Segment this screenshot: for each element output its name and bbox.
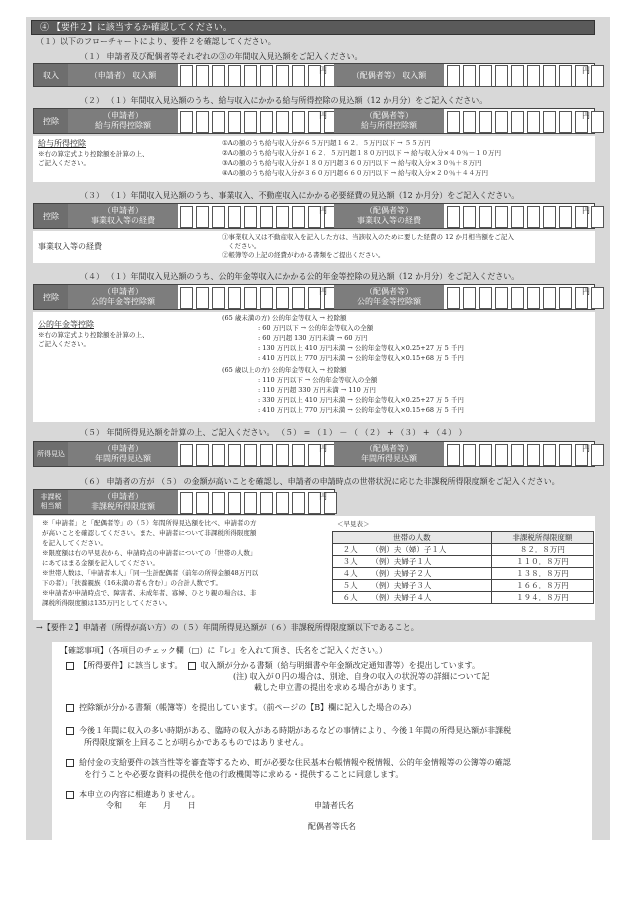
spouse-expense-label: （配偶者等） 事業収入等の経費 <box>334 204 444 228</box>
pension-under65-rule: : 60 万円以下 → 公的年金等収入の全額 <box>258 324 374 332</box>
applicant-income-field[interactable] <box>180 65 337 87</box>
spouse-estimate-label: （配偶者等） 年間所得見込額 <box>334 442 444 466</box>
note-line: ※申請者が申請時点で、障害者、未成年者、寡婦、ひとり親の場合は、非 <box>42 589 257 597</box>
yen-unit: 円 <box>582 111 590 120</box>
deduction-label: 控除 <box>34 204 68 228</box>
date-field[interactable]: 令和 年 月 日 <box>106 801 196 810</box>
nontax-label: 非課税 相当額 <box>34 490 68 514</box>
applicant-salary-deduction-label: （申請者） 給与所得控除額 <box>68 109 178 133</box>
s3-title: （３） （１）年間収入見込額のうち、事業収入、不動産収入にかかる必要経費の見込額（12 か月分）をご記入ください。 <box>80 191 520 200</box>
income-label: 収入 <box>34 64 68 86</box>
quick-table-cell: ３人 <box>333 556 368 568</box>
pension-under65-rule: : 410 万円以上 770 万円未満 → 公的年金等収入×0.15+68 万 5 千円 <box>258 354 464 362</box>
yen-unit: 円 <box>319 444 327 453</box>
applicant-expense-label: （申請者） 事業収入等の経費 <box>68 204 178 228</box>
s4-title: （４） （１）年間収入見込額のうち、公的年金等収入にかかる公的年金等控除の見込額（12 か月分）をご記入ください。 <box>80 272 520 281</box>
s5-title: （５） 年間所得見込額を計算の上、ご記入ください。 （５） = （１） － （ （２） + （３） + （４） ） <box>80 428 467 437</box>
pension-over65-title: (65 歳以上の方) 公的年金等収入 → 控除額 <box>222 366 347 374</box>
spouse-pension-label: （配偶者等） 公的年金等控除額 <box>334 285 444 309</box>
quick-table-header: 世帯の人数 <box>333 532 492 544</box>
note-line: を記入してください。 <box>42 539 107 547</box>
conclusion: →【要件２】申請者（所得が高い方）の（５）年間所得見込額が（６）非課税所得限度額以下であること。 <box>36 623 419 632</box>
pension-note-title: 公的年金等控除 <box>38 320 94 329</box>
s6-title: （６） 申請者の方が （５） の金額が高いことを確認し、申請者の申請時点の世帯状況に応じた非課税所得限度額をご記入ください。 <box>80 477 560 486</box>
quick-table-cell: １９４．８万円 <box>491 592 593 604</box>
note-line: にあてはまる金額を記入してください。 <box>42 559 159 567</box>
quick-table-cell: １１０．８万円 <box>491 556 593 568</box>
expense-note: ②帳簿等の上記の経費がわかる書類をご提出ください。 <box>222 251 385 259</box>
applicant-nontax-label: （申請者） 非課税所得限度額 <box>68 490 178 514</box>
applicant-nontax-field[interactable] <box>180 492 337 514</box>
spouse-salary-deduction-field[interactable] <box>447 111 604 133</box>
note-line: ※限度額は右の早見表から、申請時点の申請者についての「世帯の人数」 <box>42 549 257 557</box>
quick-table <box>332 531 594 604</box>
pension-under65-rule: : 60 万円超 130 万円未満 → 60 万円 <box>258 334 368 342</box>
expense-note: ①事業収入又は不動産収入を記入した方は、当該収入のために要した経費の 12 か月相当額をご記入 <box>222 233 514 241</box>
income-estimate-row <box>33 441 595 467</box>
applicant-estimate-field[interactable] <box>180 444 337 466</box>
quick-table-cell: １６６．８万円 <box>491 580 593 592</box>
applicant-expense-field[interactable] <box>180 206 337 228</box>
confirm-item-income: 【所得要件】に該当します。 収入額が分かる書類（給与明細書や年金額改定通知書等）を提出しています。 <box>66 661 480 671</box>
quick-table-cell: （例）夫（婦）子１人 <box>367 544 491 556</box>
pension-over65-rule: : 110 万円以下 → 公的年金等収入の全額 <box>258 376 378 384</box>
deduction-label: 控除 <box>34 109 68 133</box>
section-header: ④ 【要件２】に該当するか確認してください。 <box>31 20 595 35</box>
confirm-item-consent: 給付金の支給要件の該当性等を審査等するため、町が必要な住民基本台帳情報や税情報、公的年金情報等の公簿等の確認 <box>66 758 511 768</box>
nontax-limit-row <box>33 489 335 515</box>
expense-note: ください。 <box>228 242 261 250</box>
yen-unit: 円 <box>319 111 327 120</box>
yen-unit: 円 <box>582 206 590 215</box>
yen-unit: 円 <box>319 66 327 75</box>
salary-formula-4: ④Aの額のうち給与収入分が３６０万円超６６０万円以下 → 給与収入分×２０％＋４４万円 <box>222 169 489 177</box>
checkbox[interactable] <box>66 662 74 670</box>
expense-note-title: 事業収入等の経費 <box>38 242 102 251</box>
quick-table-row <box>333 580 594 592</box>
quick-table-cell: （例）夫婦子２人 <box>367 568 491 580</box>
salary-formula-1: ①Aの額のうち給与収入分が６５万円超１６２．５万円以下 → ５５万円 <box>222 139 431 147</box>
quick-table-cell: １３８．８万円 <box>491 568 593 580</box>
business-expense-row <box>33 203 595 229</box>
pension-under65-rule: : 130 万円以上 410 万円未満 → 公的年金等収入×0.25+27 万 5 千円 <box>258 344 464 352</box>
salary-formula-2: ②Aの額のうち給与収入分が１６２．５万円超１８０万円以下 → 給与収入分×４０％－１０万円 <box>222 149 502 157</box>
quick-table-header: 非課税所得限度額 <box>491 532 593 544</box>
salary-deduction-row <box>33 108 595 134</box>
pension-note: ※右の算定式より控除額を計算の上、 <box>38 331 149 339</box>
note-line: 下の者）」「扶養親族（16未満の者も含む）」の合計人数です。 <box>42 579 223 587</box>
intro-text: （１）以下のフローチャートにより、要件２を確認してください。 <box>36 37 276 46</box>
checkbox[interactable] <box>66 704 74 712</box>
quick-table-cell: ４人 <box>333 568 368 580</box>
quick-table-cell: （例）夫婦子１人 <box>367 556 491 568</box>
pension-under65-title: (65 歳未満の方) 公的年金等収入 → 控除額 <box>222 314 347 322</box>
quick-table-row <box>333 544 594 556</box>
yen-unit: 円 <box>582 444 590 453</box>
quick-table-cell: ２人 <box>333 544 368 556</box>
quick-table-cell: ６人 <box>333 592 368 604</box>
salary-note: ご記入ください。 <box>38 159 90 167</box>
confirm-item-deduction: 控除額が分かる書類（帳簿等）を提出しています。（前ページの【B】欄に記入した場合のみ） <box>66 703 416 713</box>
deduction-label: 控除 <box>34 285 68 309</box>
confirm-item-estimate: 今後１年間に収入の多い時期がある、臨時の収入がある時期があるなどの事情により、今後１年間の所得見込額が非課税 <box>66 726 511 736</box>
note-line: が高いことを確認してください。また、申請者について非課税所得限度額 <box>42 529 257 537</box>
yen-unit: 円 <box>319 287 327 296</box>
yen-unit: 円 <box>319 492 327 501</box>
yen-unit: 円 <box>319 206 327 215</box>
checkbox[interactable] <box>66 791 74 799</box>
quick-table-row <box>333 568 594 580</box>
income-estimate-label: 所得見込 <box>34 442 68 466</box>
spouse-income-field[interactable] <box>447 65 604 87</box>
quick-table-cell: ５人 <box>333 580 368 592</box>
checkbox[interactable] <box>66 759 74 767</box>
confirm-text: を行うことや必要な資料の提供を他の行政機関等に求める・提供することに同意します。 <box>84 770 404 779</box>
pension-deduction-row <box>33 284 595 310</box>
income-row <box>33 63 595 87</box>
applicant-estimate-label: （申請者） 年間所得見込額 <box>68 442 178 466</box>
applicant-income-label: （申請者） 収入額 <box>68 64 178 86</box>
spouse-pension-field[interactable] <box>447 287 604 309</box>
applicant-pension-field[interactable] <box>180 287 337 309</box>
quick-table-row <box>333 556 594 568</box>
spouse-salary-deduction-label: （配偶者等） 給与所得控除額 <box>334 109 444 133</box>
checkbox[interactable] <box>188 662 196 670</box>
spouse-income-label: （配偶者等） 収入額 <box>334 64 444 86</box>
applicant-pension-label: （申請者） 公的年金等控除額 <box>68 285 178 309</box>
applicant-name-field[interactable]: 申請者氏名 <box>314 801 354 810</box>
spouse-name-field[interactable]: 配偶者等氏名 <box>308 822 356 831</box>
pension-over65-rule: : 110 万円超 330 万円未満 → 110 万円 <box>258 386 376 394</box>
yen-unit: 円 <box>582 287 590 296</box>
note-line: ※「申請者」と「配偶者等」の（５）年間所得見込額を比べ、申請者の方 <box>42 519 257 527</box>
confirm-note: (注) 収入が０円の場合は、別途、自身の収入の状況等の詳細について記 <box>233 672 490 681</box>
quick-table-title: ＜早見表＞ <box>337 520 370 528</box>
note-line: 課税所得限度額は135万円としてください。 <box>42 599 172 607</box>
confirm-head: 【確認事項】（各項目のチェック欄（□）に『レ』を入れて頂き、氏名をご記入ください。） <box>60 646 387 655</box>
yen-unit: 円 <box>582 66 590 75</box>
quick-table-row <box>333 592 594 604</box>
pension-over65-rule: : 410 万円以上 770 万円未満 → 公的年金等収入×0.15+68 万 5 千円 <box>258 406 464 414</box>
confirm-text: 所得限度額を上回ることが明らかであるものではありません。 <box>84 738 309 747</box>
quick-table-cell: ８２．８万円 <box>491 544 593 556</box>
pension-note: ご記入ください。 <box>38 340 90 348</box>
confirm-note: 載した申立書の提出を求める場合があります。 <box>254 683 422 692</box>
quick-table-cell: （例）夫婦子４人 <box>367 592 491 604</box>
note-line: ※世帯人数は、「申請者本人」「同一生計配偶者（前年の所得金額48万円以 <box>42 569 259 577</box>
applicant-salary-deduction-field[interactable] <box>180 111 337 133</box>
spouse-estimate-field[interactable] <box>447 444 604 466</box>
salary-note-title: 給与所得控除 <box>38 139 86 148</box>
pension-over65-rule: : 330 万円以上 410 万円未満 → 公的年金等収入×0.25+27 万 5 千円 <box>258 396 464 404</box>
checkbox[interactable] <box>66 727 74 735</box>
spouse-expense-field[interactable] <box>447 206 604 228</box>
salary-formula-3: ③Aの額のうち給与収入分が１８０万円超３６０万円以下 → 給与収入分×３０％＋８万円 <box>222 159 482 167</box>
quick-table-cell: （例）夫婦子３人 <box>367 580 491 592</box>
s2-title: （２） （１）年間収入見込額のうち、給与収入にかかる給与所得控除の見込額（12 か月分）をご記入ください。 <box>80 96 488 105</box>
s1-title: （１） 申請者及び配偶者等それぞれの③の年間収入見込額をご記入ください。 <box>80 52 363 61</box>
confirm-item-truth: 本申立の内容に相違ありません。 <box>66 790 200 800</box>
salary-note: ※右の算定式より控除額を計算の上、 <box>38 150 149 158</box>
